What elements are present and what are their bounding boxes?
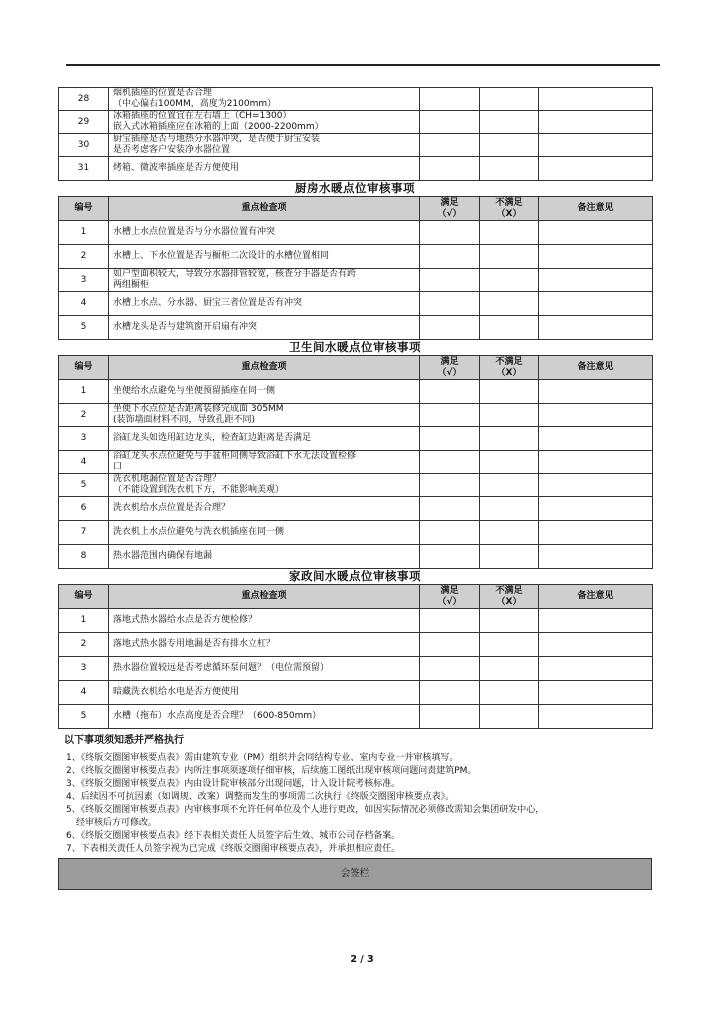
notes-list [58, 752, 652, 856]
remark-cell[interactable] [539, 497, 653, 521]
not-satisfied-cell[interactable] [480, 221, 539, 245]
not-satisfied-cell[interactable] [480, 245, 539, 269]
not-satisfied-cell[interactable] [480, 316, 539, 340]
satisfied-cell[interactable] [420, 134, 480, 157]
col-header-not-satisfied [480, 356, 539, 380]
check-item [109, 427, 420, 451]
check-item [109, 111, 420, 134]
satisfied-cell[interactable] [420, 380, 480, 404]
remark-cell[interactable] [539, 292, 653, 316]
not-satisfied-cell[interactable] [480, 427, 539, 451]
table-row [59, 157, 653, 181]
check-item-line: 是否考虑客户安装净水器位置 [113, 145, 231, 155]
check-item [109, 657, 420, 681]
check-item [109, 545, 420, 569]
table-row [59, 111, 653, 134]
table-row [59, 633, 653, 657]
check-item [109, 609, 420, 633]
check-item-line: 嵌入式冰箱插座应在冰箱的上面（2000-2200mm） [113, 122, 324, 132]
check-item-line: 洗衣机上水点位避免与洗衣机插座在同一侧 [113, 527, 285, 537]
table-row [59, 545, 653, 569]
remark-cell[interactable] [539, 380, 653, 404]
check-item [109, 316, 420, 340]
col-header-satisfied-label: 满足 [440, 585, 459, 596]
remark-cell[interactable] [539, 521, 653, 545]
remark-cell[interactable] [539, 404, 653, 427]
note-item: 4、后续因不可抗因素（如调规、改案）调整而发生的事项需二次执行《终版交圈图审核要点表》。 [66, 792, 455, 802]
check-item [109, 88, 420, 111]
section-title: 家政间水暖点位审核事项 [289, 569, 421, 583]
satisfied-cell[interactable] [420, 245, 480, 269]
table-row [59, 609, 653, 633]
check-item [109, 521, 420, 545]
table-row [59, 404, 653, 427]
col-header-satisfied-label: 满足 [440, 356, 459, 367]
check-item-line: 水槽龙头是否与建筑窗开启扇有冲突 [113, 322, 258, 332]
check-item-line: (装饰墙面材料不同，导致孔距不同) [113, 415, 256, 425]
remark-cell[interactable] [539, 705, 653, 729]
row-number: 3 [59, 657, 109, 681]
remark-cell[interactable] [539, 451, 653, 474]
note-item: 经审核后方可修改。 [76, 818, 158, 828]
satisfied-cell[interactable] [420, 633, 480, 657]
review-table [58, 355, 653, 569]
table-row [59, 221, 653, 245]
col-header-not-satisfied-mark: （X） [496, 208, 522, 219]
remark-cell[interactable] [539, 427, 653, 451]
row-number: 5 [59, 316, 109, 340]
table-row [59, 292, 653, 316]
not-satisfied-cell[interactable] [480, 88, 539, 111]
table-row [59, 705, 653, 729]
notes-title: 以下事项须知悉并严格执行 [64, 735, 184, 746]
table-row [59, 380, 653, 404]
satisfied-cell[interactable] [420, 427, 480, 451]
check-item-line: 烤箱、微波率插座是否方便使用 [113, 163, 240, 173]
check-item-line: 厨宝插座是否与地热分水器冲突，是否便于厨宝安装 [113, 134, 321, 144]
not-satisfied-cell[interactable] [480, 451, 539, 474]
remark-cell[interactable] [539, 609, 653, 633]
electrical-table-continued [58, 87, 653, 181]
check-item [109, 404, 420, 427]
check-item-line: 冰箱插座的位置宜在左右墙上（CH=1300） [113, 111, 292, 121]
row-number: 8 [59, 545, 109, 569]
not-satisfied-cell[interactable] [480, 474, 539, 497]
satisfied-cell[interactable] [420, 451, 480, 474]
col-header-not-satisfied-label: 不满足 [495, 585, 523, 596]
not-satisfied-cell[interactable] [480, 521, 539, 545]
check-item [109, 681, 420, 705]
satisfied-cell[interactable] [420, 705, 480, 729]
not-satisfied-cell[interactable] [480, 657, 539, 681]
check-item [109, 497, 420, 521]
row-number: 28 [59, 88, 109, 111]
table-row [59, 316, 653, 340]
col-header-remark: 备注意见 [539, 585, 653, 609]
col-header-no: 编号 [59, 356, 109, 380]
col-header-remark: 备注意见 [539, 356, 653, 380]
check-item [109, 474, 420, 497]
remark-cell[interactable] [539, 269, 653, 292]
table-row [59, 269, 653, 292]
row-number: 30 [59, 134, 109, 157]
not-satisfied-cell[interactable] [480, 269, 539, 292]
check-item [109, 269, 420, 292]
sign-bar: 会签栏 [58, 858, 652, 890]
not-satisfied-cell[interactable] [480, 681, 539, 705]
satisfied-cell[interactable] [420, 269, 480, 292]
check-item [109, 157, 420, 181]
remark-cell[interactable] [539, 633, 653, 657]
check-item-line: 水槽上、下水位置是否与橱柜二次设计的水槽位置相同 [113, 251, 330, 261]
check-item [109, 134, 420, 157]
row-number: 2 [59, 633, 109, 657]
satisfied-cell[interactable] [420, 316, 480, 340]
review-sheet [58, 87, 652, 890]
satisfied-cell[interactable] [420, 521, 480, 545]
col-header-item: 重点检查项 [109, 197, 420, 221]
remark-cell[interactable] [539, 221, 653, 245]
check-item-line: 两组橱柜 [113, 280, 150, 290]
check-item-line: 水槽上水点位置是否与分水器位置有冲突 [113, 227, 276, 237]
col-header-satisfied [420, 197, 480, 221]
note-item: 5、《终版交圈图审核要点表》内审核事项不允许任何单位及个人进行更改，如因实际情况必须修改需知会集团研发中心， [66, 805, 545, 815]
col-header-satisfied-label: 满足 [440, 197, 459, 208]
remark-cell[interactable] [539, 88, 653, 111]
check-item [109, 221, 420, 245]
check-item [109, 380, 420, 404]
table-row [59, 134, 653, 157]
check-item-line: 坐便给水点避免与坐便预留插座在同一侧 [113, 386, 276, 396]
check-item-line: 洗衣机给水点位置是否合理？ [113, 503, 231, 513]
check-item-line: 坐便下水点位是否距离装修完成面 305MM [113, 404, 284, 414]
col-header-not-satisfied-label: 不满足 [495, 197, 523, 208]
check-item-line: 热水器范围内确保有地漏 [113, 551, 213, 561]
row-number: 4 [59, 292, 109, 316]
not-satisfied-cell[interactable] [480, 404, 539, 427]
table-row [59, 451, 653, 474]
remark-cell[interactable] [539, 111, 653, 134]
col-header-no: 编号 [59, 585, 109, 609]
row-number: 3 [59, 269, 109, 292]
remark-cell[interactable] [539, 316, 653, 340]
review-table [58, 196, 653, 340]
row-number: 31 [59, 157, 109, 181]
table-row [59, 681, 653, 705]
col-header-satisfied-mark: （√） [437, 208, 462, 219]
remark-cell[interactable] [539, 157, 653, 181]
check-item-line: 烟机插座的位置是否合理 [113, 88, 213, 98]
check-item-line: 口 [113, 462, 123, 472]
header-rule [66, 64, 660, 66]
header-row [59, 585, 653, 609]
remark-cell[interactable] [539, 545, 653, 569]
col-header-satisfied-mark: （√） [437, 596, 462, 607]
row-number: 5 [59, 474, 109, 497]
check-item-line: 如户型面积较大，导致分水器排管较宽，核查分手器是否有跨 [113, 269, 357, 279]
table-row [59, 474, 653, 497]
table-row [59, 521, 653, 545]
remark-cell[interactable] [539, 245, 653, 269]
row-number: 2 [59, 245, 109, 269]
check-item-line: 浴缸龙头水点位避免与手盆柜同侧导致浴缸下水无法设置检修 [113, 451, 357, 461]
not-satisfied-cell[interactable] [480, 134, 539, 157]
not-satisfied-cell[interactable] [480, 111, 539, 134]
note-item: 3、《终版交圈图审核要点表》内由设计院审核部分出现问题，计入设计院考核标准。 [66, 779, 401, 789]
satisfied-cell[interactable] [420, 111, 480, 134]
not-satisfied-cell[interactable] [480, 633, 539, 657]
row-number: 1 [59, 609, 109, 633]
satisfied-cell[interactable] [420, 545, 480, 569]
table-row [59, 657, 653, 681]
note-item: 7、下表相关责任人员签字视为已完成《终版交圈图审核要点表》，并承担相应责任。 [66, 844, 401, 854]
table-row [59, 245, 653, 269]
satisfied-cell[interactable] [420, 292, 480, 316]
satisfied-cell[interactable] [420, 88, 480, 111]
col-header-no: 编号 [59, 197, 109, 221]
check-item [109, 705, 420, 729]
review-table [58, 584, 653, 729]
col-header-item: 重点检查项 [109, 585, 420, 609]
check-item-line: 水槽上水点、分水器、厨宝三者位置是否有冲突 [113, 298, 303, 308]
col-header-not-satisfied [480, 197, 539, 221]
satisfied-cell[interactable] [420, 681, 480, 705]
row-number: 1 [59, 380, 109, 404]
col-header-not-satisfied-mark: （X） [496, 367, 522, 378]
satisfied-cell[interactable] [420, 497, 480, 521]
page-indicator: 2 / 3 [350, 954, 374, 965]
row-number: 1 [59, 221, 109, 245]
remark-cell[interactable] [539, 657, 653, 681]
row-number: 5 [59, 705, 109, 729]
table-row [59, 427, 653, 451]
col-header-satisfied [420, 585, 480, 609]
satisfied-cell[interactable] [420, 221, 480, 245]
check-item-line: 暗藏洗衣机给水电是否方便使用 [113, 687, 240, 697]
satisfied-cell[interactable] [420, 404, 480, 427]
header-row [59, 197, 653, 221]
not-satisfied-cell[interactable] [480, 497, 539, 521]
check-item-line: 水槽（拖布）水点高度是否合理？（600-850mm） [113, 711, 322, 721]
header-row [59, 356, 653, 380]
not-satisfied-cell[interactable] [480, 292, 539, 316]
col-header-satisfied [420, 356, 480, 380]
check-item-line: 洗衣机地漏位置是否合理？ [113, 474, 222, 484]
check-item-line: 热水器位置较远是否考虑循环泵问题？（电位需预留） [113, 663, 330, 673]
satisfied-cell[interactable] [420, 474, 480, 497]
not-satisfied-cell[interactable] [480, 545, 539, 569]
satisfied-cell[interactable] [420, 609, 480, 633]
col-header-satisfied-mark: （√） [437, 367, 462, 378]
col-header-remark: 备注意见 [539, 197, 653, 221]
check-item [109, 245, 420, 269]
check-item-line: （中心偏右100MM，高度为2100mm） [113, 99, 277, 109]
not-satisfied-cell[interactable] [480, 609, 539, 633]
remark-cell[interactable] [539, 474, 653, 497]
check-item-line: （不能设置到洗衣机下方，不能影响美观） [113, 485, 285, 495]
not-satisfied-cell[interactable] [480, 157, 539, 181]
row-number: 7 [59, 521, 109, 545]
check-item-line: 浴缸龙头如选用缸边龙头，检查缸边距离是否满足 [113, 433, 312, 443]
table-row [59, 88, 653, 111]
row-number: 4 [59, 681, 109, 705]
row-number: 29 [59, 111, 109, 134]
remark-cell[interactable] [539, 681, 653, 705]
col-header-item: 重点检查项 [109, 356, 420, 380]
note-item: 2、《终版交圈图审核要点表》内所注事项须逐项仔细审核，后续施工图纸出现审核项问题问责建筑PM。 [66, 766, 477, 776]
satisfied-cell[interactable] [420, 657, 480, 681]
check-item-line: 落地式热水器专用地漏是否有排水立杠？ [113, 639, 276, 649]
note-item: 6、《终版交圈图审核要点表》经下表相关责任人员签字后生效、城市公司存档备案。 [66, 831, 401, 841]
remark-cell[interactable] [539, 134, 653, 157]
row-number: 4 [59, 451, 109, 474]
check-item [109, 451, 420, 474]
satisfied-cell[interactable] [420, 157, 480, 181]
not-satisfied-cell[interactable] [480, 705, 539, 729]
table-row [59, 497, 653, 521]
check-item [109, 633, 420, 657]
section-title: 厨房水暖点位审核事项 [295, 181, 415, 195]
row-number: 2 [59, 404, 109, 427]
not-satisfied-cell[interactable] [480, 380, 539, 404]
col-header-not-satisfied [480, 585, 539, 609]
section-title: 卫生间水暖点位审核事项 [289, 340, 421, 354]
col-header-not-satisfied-mark: （X） [496, 596, 522, 607]
row-number: 3 [59, 427, 109, 451]
row-number: 6 [59, 497, 109, 521]
note-item: 1、《终版交圈图审核要点表》需由建筑专业（PM）组织并会同结构专业、室内专业一并审核填写。 [66, 753, 459, 763]
check-item [109, 292, 420, 316]
col-header-not-satisfied-label: 不满足 [495, 356, 523, 367]
check-item-line: 落地式热水器给水点是否方便检修？ [113, 615, 258, 625]
